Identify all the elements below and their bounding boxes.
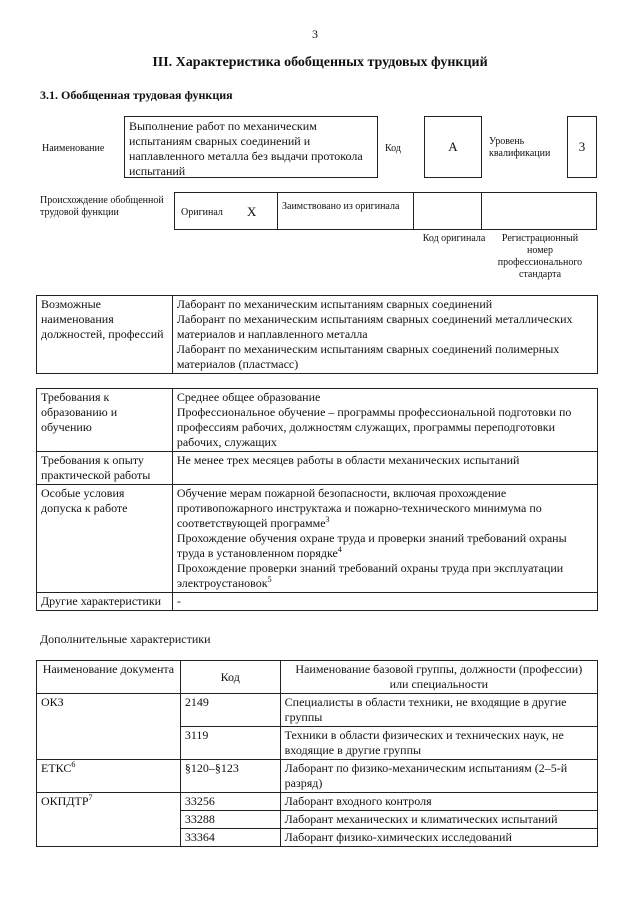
other-label: Другие характеристики [37, 593, 173, 611]
col-header-code: Код [180, 661, 280, 694]
admission-text: Прохождение обучения охране труда и проверки знаний требований охраны труда в установленном порядке [176, 531, 567, 560]
original-mark: X [247, 204, 257, 219]
footnote-ref: 6 [71, 760, 76, 769]
table-header-row [37, 661, 598, 694]
table-row [37, 389, 598, 452]
doc-name: ЕТКС [41, 761, 72, 775]
name-cell: Лаборант по физико-механическим испытаниям (2–5-й разряд) [280, 760, 597, 793]
admission-text: Прохождение проверки знаний требований охраны труда при эксплуатации электроустановок [176, 561, 564, 590]
origin-box [174, 192, 597, 230]
code-label: Код [385, 143, 401, 154]
position-item: Лаборант по механическим испытаниям сварных соединений полимерных материалов (пластмасс) [176, 342, 560, 371]
col-header-name: Наименование базовой группы, должности (профессии) или специальности [280, 661, 597, 694]
level-value: 3 [578, 139, 586, 154]
doc-name: ОКЗ [41, 695, 64, 709]
code-cell: 33364 [180, 829, 280, 847]
name-cell: Лаборант физико-химических исследований [280, 829, 597, 847]
footnote-ref: 3 [325, 515, 330, 524]
table-row [37, 452, 598, 485]
code-cell: 2149 [180, 694, 280, 727]
name-label: Наименование [42, 143, 105, 154]
function-name-box [124, 116, 378, 178]
admission-line [177, 561, 593, 591]
table-row [37, 760, 598, 793]
borrowed-label: Заимствовано из оригинала [282, 201, 400, 212]
name-cell: Специалисты в области техники, не входящие в другие группы [280, 694, 597, 727]
original-label: Оригинал [181, 207, 223, 218]
function-name-value: Выполнение работ по механическим испытаниям сварных соединений и наплавленного металла без выдачи протокола испытаний [129, 119, 363, 178]
education-label: Требования к образованию и обучению [37, 389, 173, 452]
section-title: III. Характеристика обобщенных трудовых функций [152, 55, 488, 70]
admission-line [177, 531, 593, 561]
table-row [37, 694, 598, 727]
doc-cell [37, 760, 181, 793]
admission-line [177, 486, 593, 531]
footnote-ref: 4 [337, 545, 342, 554]
additional-title: Дополнительные характеристики [40, 632, 211, 646]
code-cell: §120–§123 [180, 760, 280, 793]
code-value-box [424, 116, 482, 178]
positions-label: Возможные наименования должностей, профессий [37, 296, 173, 374]
level-label: Уровень квалификации [489, 136, 551, 159]
name-cell: Техники в области физических и технических наук, не входящие в другие группы [280, 727, 597, 760]
position-item: Лаборант по механическим испытаниям сварных соединений [176, 297, 493, 311]
education-line: Профессиональное обучение – программы профессиональной подготовки по профессиям рабочих, должностям служащих, программы переподготовки рабочих, служащих [176, 405, 572, 449]
footnote-ref: 5 [267, 575, 272, 584]
table-row [37, 593, 598, 611]
positions-table [36, 295, 598, 374]
doc-cell [37, 694, 181, 760]
code-cell: 33256 [180, 793, 280, 811]
doc-name: ОКПДТР [41, 794, 89, 808]
level-value-box [567, 116, 597, 178]
other-value: - [176, 594, 181, 608]
page-number: 3 [312, 27, 318, 41]
subsection-title: 3.1. Обобщенная трудовая функция [40, 88, 233, 102]
footnote-ref: 7 [88, 793, 93, 802]
positions-values [172, 296, 597, 374]
code-original-caption: Код оригинала [422, 233, 486, 244]
position-item: Лаборант по механическим испытаниям сварных соединений металлических материалов и наплавленного металла [176, 312, 573, 341]
code-value: А [448, 139, 458, 154]
reg-number-caption: Регистрационный номер профессионального стандарта [497, 233, 583, 280]
doc-cell [37, 793, 181, 847]
name-cell: Лаборант входного контроля [280, 793, 597, 811]
table-row [37, 485, 598, 593]
education-line: Среднее общее образование [176, 390, 321, 404]
admission-text: Обучение мерам пожарной безопасности, включая прохождение противопожарного инструктажа и пожарно-технического минимума по соответствующей программе [176, 486, 542, 530]
code-cell: 33288 [180, 811, 280, 829]
additional-table [36, 660, 598, 847]
name-cell: Лаборант механических и климатических испытаний [280, 811, 597, 829]
experience-label: Требования к опыту практической работы [37, 452, 173, 485]
code-cell: 3119 [180, 727, 280, 760]
col-header-document: Наименование документа [37, 661, 181, 694]
table-row [37, 793, 598, 811]
experience-line: Не менее трех месяцев работы в области механических испытаний [176, 453, 520, 467]
admission-label: Особые условия допуска к работе [37, 485, 173, 593]
origin-label: Происхождение обобщенной трудовой функции [40, 195, 164, 218]
requirements-table [36, 388, 598, 611]
